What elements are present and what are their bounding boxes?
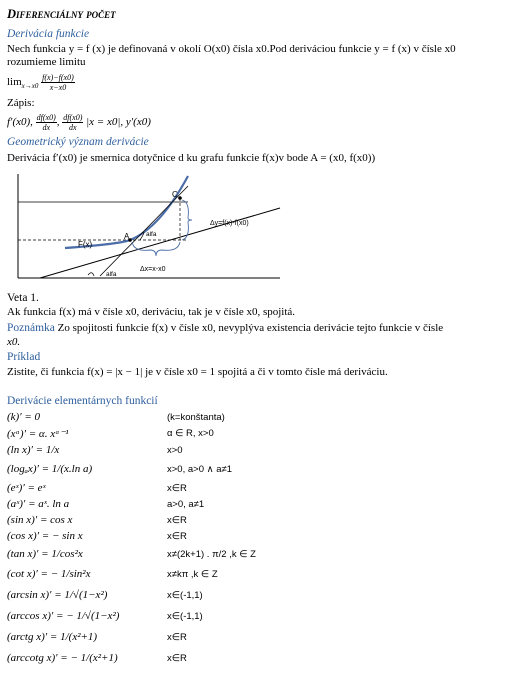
definition-line-1: Nech funkcia y = f (x) je definovaná v okolí O(x0) čísla x0.Pod deriváciou funkcie y = f (x) v čísle x0 <box>7 43 456 55</box>
notation-fraction-2 <box>62 113 83 132</box>
limit-numerator: f(x)−f(x0) <box>42 72 74 82</box>
notation-fraction-2-den: dx <box>69 122 77 132</box>
note-text: Zo spojitosti funkcie f(x) v čísle x0, nevyplýva existencia derivácie tejto funkcie v čísle <box>54 322 444 334</box>
derivative-formula: (arctg x)′ = 1/(x²+1) <box>7 631 98 643</box>
derivative-condition: (k=konštanta) <box>167 412 225 423</box>
table-row <box>7 482 517 498</box>
limit-subscript: x→x0 <box>21 82 39 91</box>
derivative-condition: x>0, a>0 ∧ a≠1 <box>167 464 232 475</box>
label-alfa-lower: alfa <box>106 271 117 278</box>
notation-fraction-2-num: df(x0) <box>63 112 83 122</box>
table-row <box>7 411 517 427</box>
derivative-condition: x∈R <box>167 653 187 664</box>
derivative-formula: (cos x)′ = − sin x <box>7 530 83 542</box>
table-row <box>7 548 517 564</box>
notation-prime: f′(x0), <box>7 116 33 128</box>
label-fx: F(x) <box>78 240 93 249</box>
table-row <box>7 498 517 514</box>
derivatives-heading: Derivácie elementárnych funkcií <box>7 395 158 407</box>
derivative-formula: (logₐx)′ = 1/(x.ln a) <box>7 463 93 475</box>
limit-denominator: x−x0 <box>49 82 67 92</box>
derivative-formula: (eˣ)′ = eˣ <box>7 482 46 494</box>
label-delta-x: Δx=x-x0 <box>140 266 166 273</box>
theorem-title: Veta 1. <box>7 292 39 304</box>
notation-fraction-1 <box>36 113 57 132</box>
label-c: C <box>172 190 178 199</box>
derivative-condition: x∈(-1,1) <box>167 611 203 622</box>
point-c <box>178 196 182 200</box>
derivative-condition: x∈(-1,1) <box>167 590 203 601</box>
table-row <box>7 568 517 584</box>
section-heading-derivative: Derivácia funkcie <box>7 28 90 40</box>
table-row <box>7 589 517 605</box>
limit-formula <box>7 72 75 96</box>
angle-arc-1 <box>88 273 94 276</box>
derivative-formula: (k)′ = 0 <box>7 411 41 423</box>
definition-line-2: rozumieme limitu <box>7 56 86 68</box>
derivative-condition: x∈R <box>167 483 187 494</box>
label-delta-y: Δy=f(x)-f(x0) <box>210 220 249 227</box>
table-row <box>7 652 517 668</box>
table-row <box>7 610 517 626</box>
example-title: Príklad <box>7 351 41 363</box>
derivative-formula: (arccos x)′ = − 1/√(1−x²) <box>7 610 120 622</box>
table-row <box>7 530 517 546</box>
derivative-formula: (arccotg x)′ = − 1/(x²+1) <box>7 652 118 664</box>
limit-fraction <box>41 73 75 92</box>
derivative-condition: α ∈ R, x>0 <box>167 428 214 439</box>
derivative-formula: (xᵅ)′ = α. xᵅ⁻¹ <box>7 428 69 440</box>
derivative-condition: x∈R <box>167 531 187 542</box>
table-row <box>7 514 517 530</box>
secant-line <box>100 186 188 276</box>
note-line-1 <box>7 322 443 335</box>
derivative-condition: x∈R <box>167 632 187 643</box>
notation-label: Zápis: <box>7 97 35 109</box>
limit-symbol: lim <box>7 76 22 88</box>
derivative-formula: (tan x)′ = 1/cos²x <box>7 548 83 560</box>
note-label: Poznámka <box>7 322 55 334</box>
derivative-formula: (cot x)′ = − 1/sin²x <box>7 568 91 580</box>
notation-fraction-1-den: dx <box>42 122 50 132</box>
table-row <box>7 631 517 647</box>
section-heading-geometric: Geometrický význam derivácie <box>7 136 149 148</box>
derivative-condition: x≠(2k+1) . π/2 ,k ∈ Z <box>167 549 256 560</box>
label-a: A <box>124 232 130 241</box>
derivative-formula: (arcsin x)′ = 1/√(1−x²) <box>7 589 108 601</box>
notation-rest: |x = x0|, y′(x0) <box>86 116 151 128</box>
derivative-formula: (aˣ)′ = aˣ. ln a <box>7 498 70 510</box>
tangent-diagram <box>10 170 300 285</box>
derivative-condition: x>0 <box>167 445 183 456</box>
table-row <box>7 444 517 460</box>
page-title: Diferenciálny počet <box>7 7 116 21</box>
example-line: Zistite, či funkcia f(x) = |x − 1| je v čísle x0 = 1 spojitá a či v tomto čísle má deriváciu. <box>7 366 388 378</box>
geometric-line: Derivácia f′(x0) je smernica dotyčnice d ku grafu funkcie f(x)v bode A = (x0, f(x0)) <box>7 152 376 164</box>
notation-fraction-1-num: df(x0) <box>36 112 56 122</box>
note-line-2: x0. <box>7 336 21 348</box>
label-alfa-upper: alfa <box>146 231 157 238</box>
derivative-formula: (sin x)′ = cos x <box>7 514 73 526</box>
table-row <box>7 427 517 443</box>
theorem-line: Ak funkcia f(x) má v čísle x0, deriváciu, tak je v čísle x0, spojitá. <box>7 306 296 318</box>
notation-formula: f′(x0), $\frac{df(x0)}{dx}$ , $\frac{df(x0)}{dx}$ |x = x0|, y′(x0) <box>7 112 151 132</box>
derivative-condition: a>0, a≠1 <box>167 499 205 510</box>
derivative-formula: (ln x)′ = 1/x <box>7 444 60 456</box>
derivative-condition: x≠kπ ,k ∈ Z <box>167 569 218 580</box>
derivative-condition: x∈R <box>167 515 187 526</box>
table-row <box>7 463 517 479</box>
